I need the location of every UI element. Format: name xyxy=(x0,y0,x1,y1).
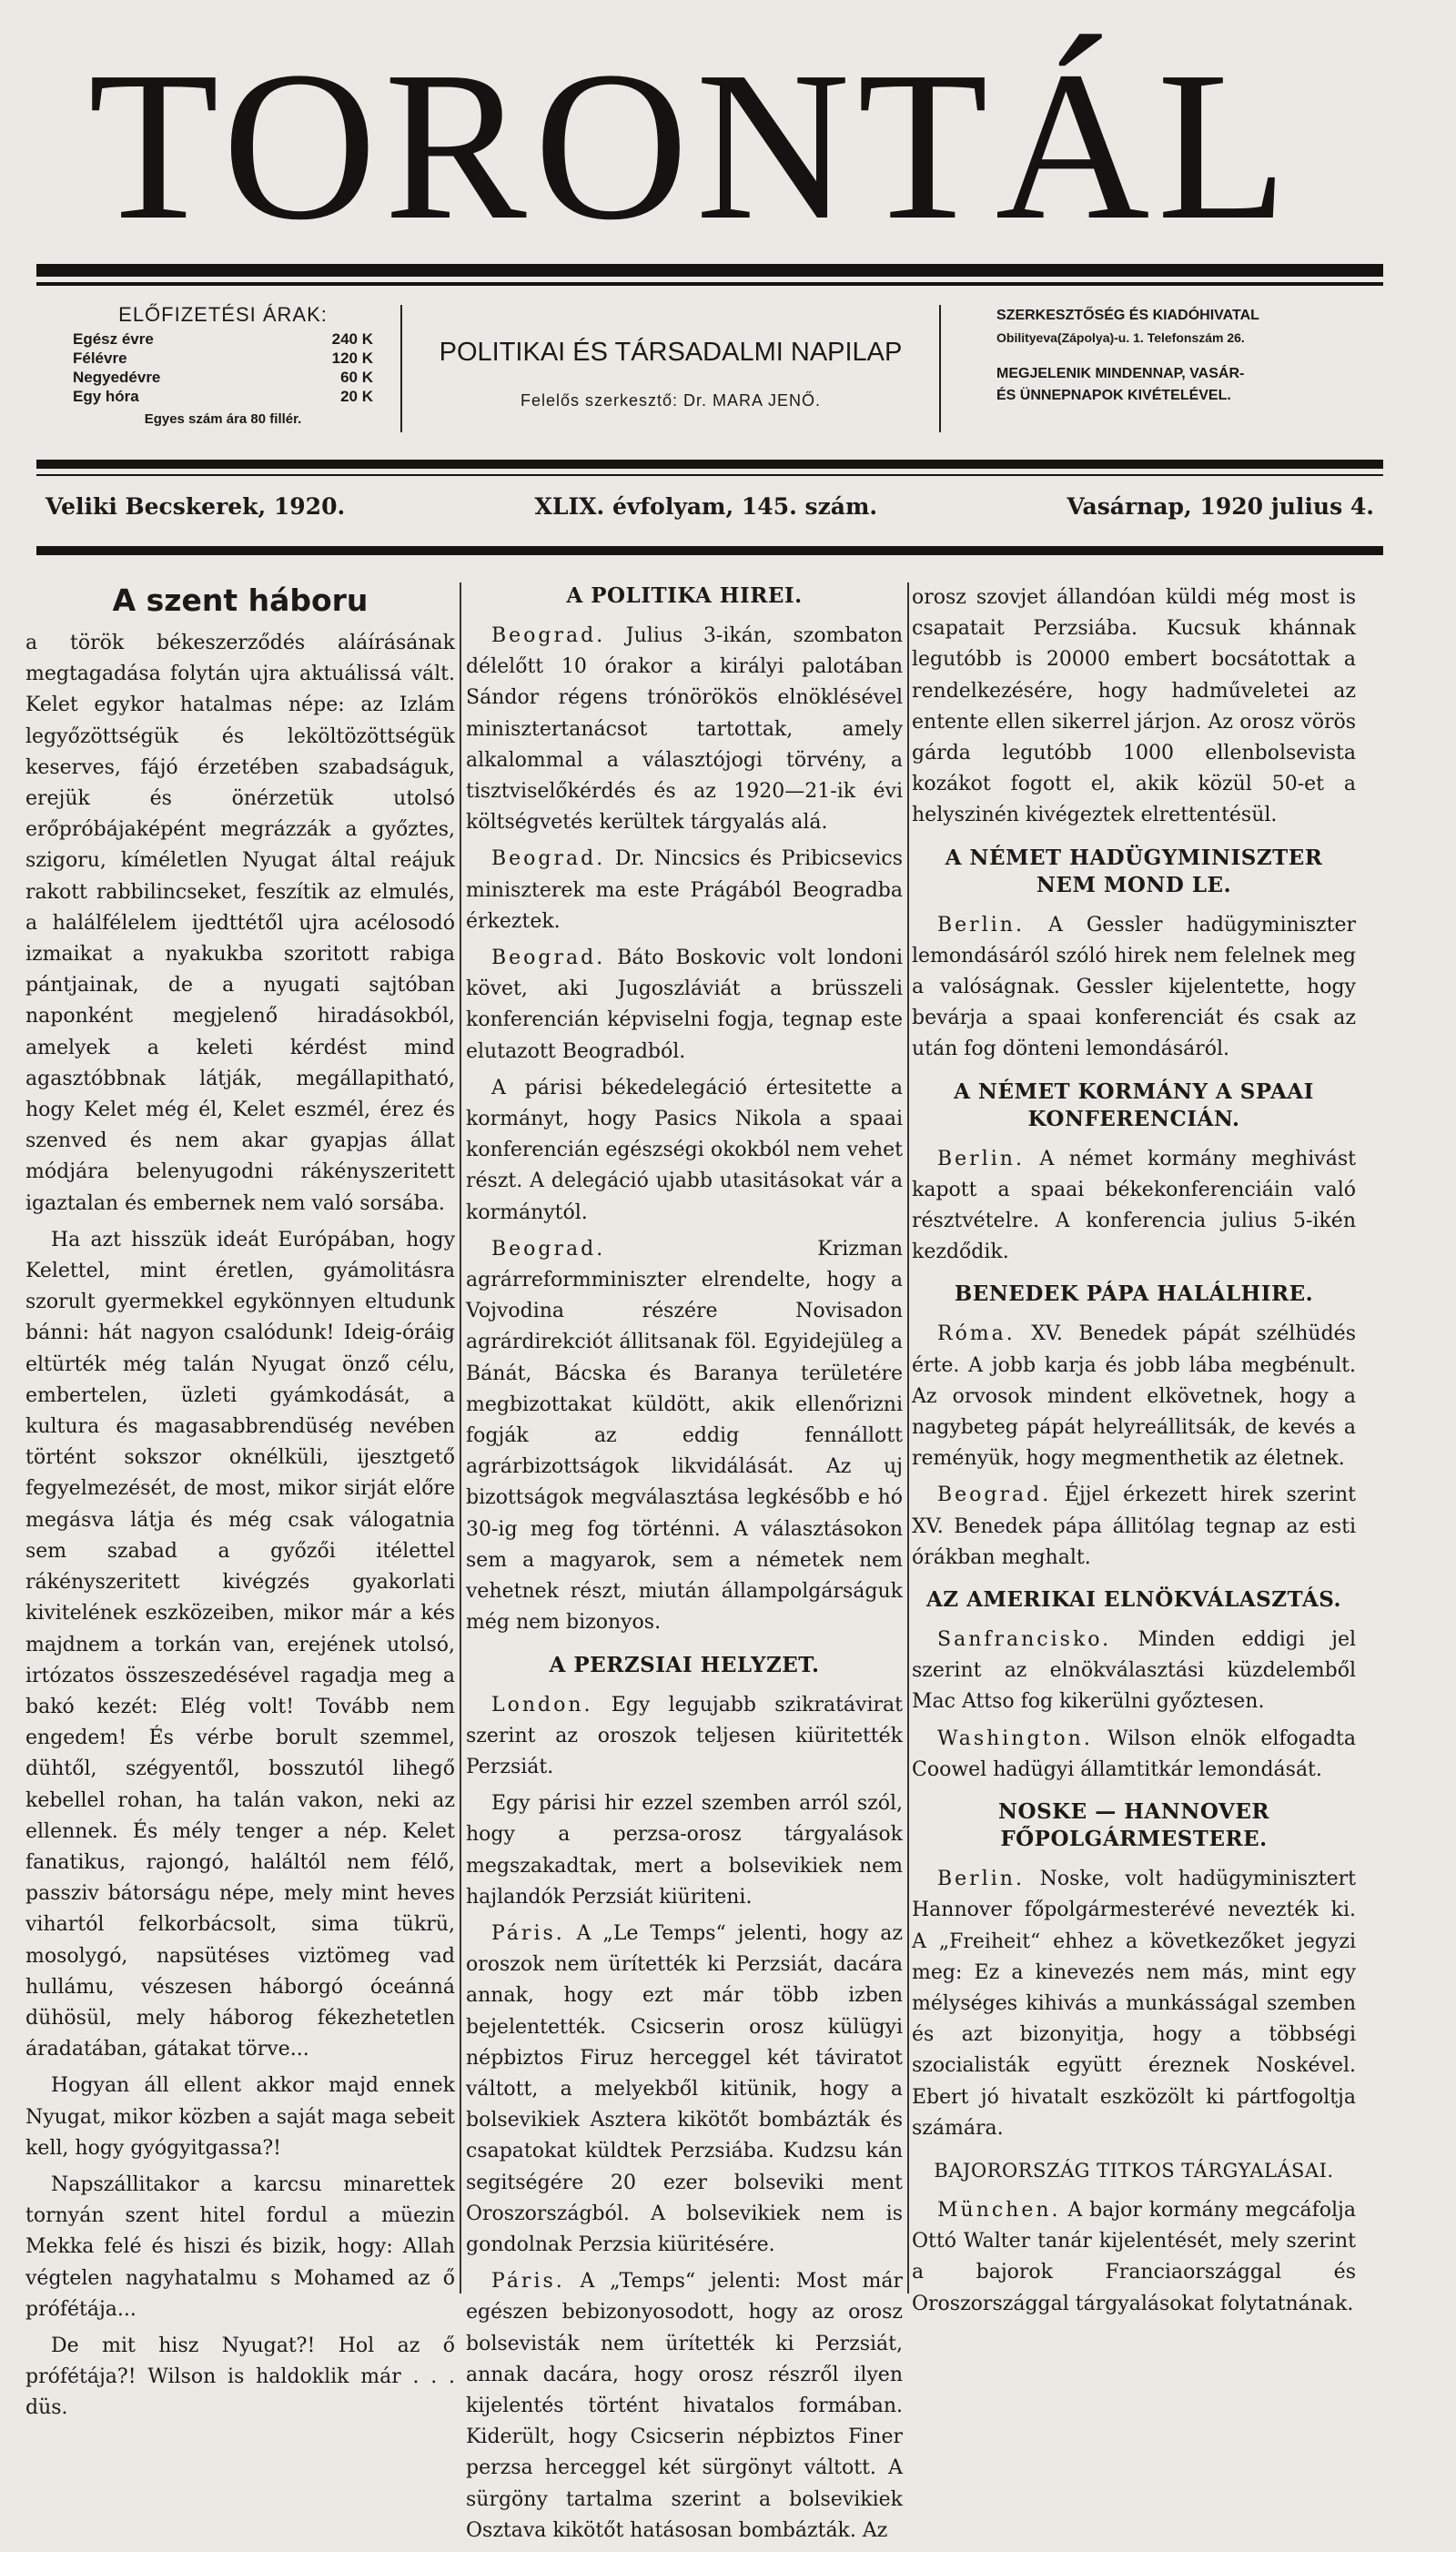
dateline-place: Veliki Becskerek, 1920. xyxy=(46,493,346,520)
news-text: A német kormány meghivást kapott a spaai békekonferenciáin való résztvételre. A konferencia julius 5-ikén kezdődik. xyxy=(912,1147,1356,1264)
news-text: Krizman agrárreformminiszter elrendelte, hogy a Vojvodina részére Novisadon agrárdirekciót állitsanak föl. Egyidejüleg a Bánát, Bácska és Baranya területére megbizottakat küldött, akik ellenőrizni fogják az eddig fennállott agrárbizottságok likvidálását. Az uj bizottságok megválasztása legkésőbb e hó 30-ig meg fog történni. A választásokon sem a magyarok, sem a németek nem vehetnek részt, miután állampolgárságuk még nem bizonyos. xyxy=(466,1237,903,1635)
office-line: SZERKESZTŐSÉG ÉS KIADÓHIVATAL xyxy=(996,308,1259,323)
news-place: Páris. xyxy=(491,1921,565,1945)
article-paragraph xyxy=(912,2195,1356,2320)
news-place: Beograd. xyxy=(491,1237,606,1261)
publishing-line: ÉS ÜNNEPNAPOK KIVÉTELÉVEL. xyxy=(996,388,1231,403)
article-paragraph: Hogyan áll ellent akkor majd ennek Nyugat, mikor közben a saját maga sebeit kell, hogy gyógyitgassa?! xyxy=(25,2074,455,2160)
article-paragraph xyxy=(466,1690,903,1784)
news-text: Báto Boskovic volt londoni követ, aki Jugoszláviát a brüsszeli konferencián képviselni fogja, tegnap este elutazott Beogradból. xyxy=(466,947,903,1063)
column-1 xyxy=(25,582,455,2430)
office-address: Obilityeva(Zápolya)-u. 1. Telefonszám 26. xyxy=(996,330,1245,345)
price-row xyxy=(73,368,373,387)
price-value: 60 K xyxy=(340,369,373,386)
article-paragraph xyxy=(912,910,1356,1066)
price-label: Félévre xyxy=(73,349,127,367)
article-paragraph xyxy=(466,844,903,937)
news-place: Sanfrancisko. xyxy=(937,1628,1112,1652)
price-label: Egy hóra xyxy=(73,388,139,405)
article-title: BAJORORSZÁG TITKOS TÁRGYALÁSAI. xyxy=(934,2159,1334,2182)
news-place: Beograd. xyxy=(937,1484,1052,1507)
news-text: A párisi békedelegáció értesitette a kormányt, hogy Pasics Nikola a spaai konferencián egészségi okokból nem vehet részt. A delegáció ujabb utasitásokat vár a kormánytól. xyxy=(466,1076,903,1224)
masthead-title: TORONTÁL xyxy=(88,27,1295,264)
news-place: Róma. xyxy=(937,1322,1016,1346)
article-paragraph xyxy=(466,621,903,838)
single-copy-price: Egyes szám ára 80 fillér. xyxy=(144,411,302,427)
column-2 xyxy=(466,582,903,2552)
article-paragraph: De mit hisz Nyugat?! Hol az ő prófétája?! Wilson is haldoklik már . . . düs. xyxy=(25,2334,455,2420)
paper-type-box xyxy=(400,305,941,432)
article-paragraph xyxy=(466,1788,903,1913)
article-paragraph xyxy=(466,1234,903,1639)
subscription-heading: ELŐFIZETÉSI ÁRAK: xyxy=(118,303,328,326)
price-label: Negyedévre xyxy=(73,369,161,386)
subscription-box xyxy=(73,305,373,429)
article-paragraph xyxy=(912,1480,1356,1574)
article-paragraph: orosz szovjet állandóan küldi még most is csapatait Perzsiába. Kucsuk khánnak legutóbb is 20000 embert bocsátottak a rendelkezésére, hogy hadműveletei az entente ellen sikerrel járjon. Az orosz vörös gárda legutóbb 1000 ellenbolsevista kozákot fogott el, akik közül 50-et a helyszinén kivégeztek elrettentésül. xyxy=(912,586,1356,827)
news-place: Beograd. xyxy=(491,847,606,871)
article-paragraph xyxy=(912,1144,1356,1269)
article-paragraph xyxy=(912,1724,1356,1786)
news-place: Berlin. xyxy=(937,913,1025,937)
news-text: A „Temps“ jelenti: Most már egészen bebizonyosodott, hogy az orosz bolsevisták nem ürítették ki Perzsiát, annak dacára, hogy orosz részről ilyen kijelentés történt hivatalos formában. Kiderült, hogy Csicserin népbiztos Finer perzsa herceggel két sürgönyt váltott. A sürgöny tartalma szerint a bolsevikiek Osztava kikötőt hatásosan bombázták. Az xyxy=(466,2270,903,2542)
column-3 xyxy=(912,582,1356,2325)
article-paragraph xyxy=(912,1864,1356,2144)
publishing-line: MEGJELENIK MINDENNAP, VASÁR- xyxy=(996,366,1245,381)
article-title: A NÉMET KORMÁNY A SPAAI KONFERENCIÁN. xyxy=(954,1079,1314,1131)
news-text: XV. Benedek pápát szélhüdés érte. A jobb karja és jobb lába megbénult. Az orvosok mindent elkövetnek, hogy a nagybeteg pápát helyreállitsák, de kevés a reményük, hogy megmenthetik az életnek. xyxy=(912,1322,1356,1471)
article-paragraph xyxy=(912,1625,1356,1718)
news-place: Washington. xyxy=(937,1727,1093,1750)
office-box xyxy=(996,305,1379,407)
price-value: 240 K xyxy=(331,330,373,348)
editor-line: Felelős szerkesztő: Dr. MARA JENŐ. xyxy=(520,391,822,410)
news-text: A bajor kormány megcáfolja Ottó Walter tanár kijelentését, mely szerint a bajorok Franciaországgal és Oroszországgal tárgyalásokat folytatnának. xyxy=(912,2198,1356,2315)
news-text: Egy párisi hir ezzel szemben arról szól, hogy a perzsa-orosz tárgyalások megszakadtak, mert a bolsevikiek nem hajlandók Perzsiát kiüriteni. xyxy=(466,1792,903,1909)
price-row xyxy=(73,329,373,349)
dateline xyxy=(36,493,1383,520)
news-place: Beograd. xyxy=(491,947,606,970)
dateline-rule xyxy=(36,546,1383,555)
article-paragraph xyxy=(912,1319,1356,1474)
news-place: München. xyxy=(937,2198,1061,2222)
article-title: A PERZSIAI HELYZET. xyxy=(549,1652,820,1677)
article-title: AZ AMERIKAI ELNÖKVÁLASZTÁS. xyxy=(925,1587,1342,1613)
price-row xyxy=(73,349,373,368)
article-title: BENEDEK PÁPA HALÁLHIRE. xyxy=(954,1281,1314,1307)
article-paragraph xyxy=(466,943,903,1068)
masthead-rule xyxy=(36,264,1383,277)
dateline-issue: XLIX. évfolyam, 145. szám. xyxy=(534,493,878,520)
price-value: 120 K xyxy=(331,349,373,367)
news-text: Egy legujabb szikratávirat szerint az oroszok teljesen kiüritették Perzsiát. xyxy=(466,1693,903,1778)
paper-type: POLITIKAI ÉS TÁRSADALMI NAPILAP xyxy=(439,338,903,367)
article-title: A szent háboru xyxy=(112,582,369,618)
header-bottom-thin-rule xyxy=(36,474,1383,476)
dateline-date: Vasárnap, 1920 julius 4. xyxy=(1067,493,1374,520)
article-paragraph xyxy=(466,1919,903,2261)
price-value: 20 K xyxy=(340,388,373,405)
news-text: Noske, volt hadügyminisztert Hannover főpolgármesterévé nevezték ki. A „Freiheit“ ehhez a következőket jegyzi meg: Ez a kinevezés nem más, mint egy mélységes kihivás a munkásságal szemben és azt bizonyitja, hogy a többségi szocialisták együtt éreznek Noskével. Ebert jó hivatalt eszközölt ki pártfogoltja számára. xyxy=(912,1868,1356,2140)
price-row xyxy=(73,387,373,406)
news-text: Julius 3-ikán, szombaton délelőtt 10 órakor a királyi palotában Sándor régens trónörökös elnöklésével minisztertanácsot tartottak, amely alkalommal a választójogi törvény, a tisztviselőkérdés és az 1920—21-ik évi költségvetés kerültek tárgyalás alá. xyxy=(466,624,903,835)
price-label: Egész évre xyxy=(73,330,154,348)
news-text: Éjjel érkezett hirek szerint XV. Benedek pápa állitólag tegnap az esti órákban meghalt. xyxy=(912,1484,1356,1569)
news-text: Dr. Nincsics és Pribicsevics miniszterek ma este Prágából Beogradba érkeztek. xyxy=(466,847,903,933)
news-place: Páris. xyxy=(491,2270,565,2294)
header-bottom-rule xyxy=(36,460,1383,469)
article-title: A POLITIKA HIREI. xyxy=(566,583,803,608)
news-place: Berlin. xyxy=(937,1147,1025,1170)
news-place: Beograd. xyxy=(491,624,606,647)
news-place: Berlin. xyxy=(937,1868,1025,1891)
article-paragraph: a török békeszerződés aláírásának megtagadása folytán ujra aktuálissá vált. Kelet egykor hatalmas népe: az Izlám legyőzöttségük és leköltözöttségük keserves, fájó érzetében szabadságuk, erejük és önérzetük utolsó erőpróbájaképént megrázzák a győztes, szigoru, kíméletlen Nyugat által reájuk rakott rabbilincseket, feszítik az elmulés, a halálfélelem ijedttétől ujra acélosodó izmaikat a nyakukba szoritott rabiga pántjainak, de a nyugati sajtóban naponként megjelenő hiradásokból, amelyek a keleti kérdést mind agasztóbbnak látják, megállapitható, hogy Kelet még él, Kelet eszmél, érez és szenved és nem akar gyapjas állat módjára belenyugodni rákényszeritett igaztalan és embernek nem való sorsába. xyxy=(25,632,455,1215)
column-divider xyxy=(460,582,461,2294)
news-text: Minden eddigi jel szerint az elnökválasztási küzdelemből Mac Attso fog kikerülni győztesen. xyxy=(912,1628,1356,1714)
article-paragraph xyxy=(466,1073,903,1229)
news-text: A „Le Temps“ jelenti, hogy az oroszok nem ürítették ki Perzsiát, dacára annak, hogy ezt már több izben bejelentették. Csicserin orosz külügyi népbiztos Firuz herceggel két táviratot váltott, a melyekből kitünik, hogy a bolsevikiek Asztera kikötőt bombázták és csapatokat küldtek Perzsiába. Kudzsu kán segitségére 20 ezer bolseviki ment Oroszországból. A bolsevikiek nem is gondolnak Perzsia kiüritésére. xyxy=(466,1921,903,2256)
article-title: A NÉMET HADÜGYMINISZTER NEM MOND LE. xyxy=(945,845,1323,897)
article-paragraph: Napszállitakor a karcsu minarettek tornyán szent hitel fordul a müezin Mekka felé és hiszi és bizik, hogy: Allah végtelen nagyhatalmu s Mohamed az ő prófétája... xyxy=(25,2172,455,2321)
column-divider xyxy=(907,582,909,2294)
article-paragraph xyxy=(466,2266,903,2547)
article-paragraph: Ha azt hisszük ideát Európában, hogy Kelettel, mint éretlen, gyámolitásra szorult gyermekkel egykönnyen eltudunk bánni: hát nagyon csalódunk! Ideig-óráig eltürték még talán Nyugat önző célu, embertelen, üzleti gyámkodását, a kultura és magasabbrendüség nevében történt sokszor oknélküli, ijesztgető fegyelmezését, de most, mikor sirját előre megásva látja és még csak válogatnia sem szabad a győzői itélettel rákényszeritett kivégzés gyakorlati kivitelének eszközeiben, mikor már a kés majdnem a torkán van, erejének utolsó, irtózatos összeszedésével ragadja meg a bakó kezét: Elég volt! Tovább nem engedem! És vérbe borult szemmel, dühtől, szégyentől, bosszutól lihegő kebellel rohan, ha talán vakon, neki az ellennek. És mély tenger a nép. Kelet fanatikus, rajongó, haláltól nem félő, passziv bátorságu népe, mely mint heves vihartól felkorbácsolt, sima tükrü, mosolygó, napsütéses viztömeg vad hullámu, vészesen háborgó óceánná dühösül, mely háborog fékezhetetlen áradatában, gátakat törve... xyxy=(25,1228,455,2061)
article-title: NOSKE — HANNOVER FŐPOLGÁRMESTERE. xyxy=(998,1799,1269,1852)
masthead-thin-rule xyxy=(36,282,1383,286)
news-place: London. xyxy=(491,1693,593,1717)
news-text: A Gessler hadügyminiszter lemondásáról szóló hirek nem felelnek meg a valóságnak. Gessler kijelentette, hogy bevárja a spaai konferenciát és csak az után fog dönteni lemondásáról. xyxy=(912,913,1356,1061)
news-text: Wilson elnök elfogadta Coowel hadügyi államtitkár lemondását. xyxy=(912,1727,1356,1781)
